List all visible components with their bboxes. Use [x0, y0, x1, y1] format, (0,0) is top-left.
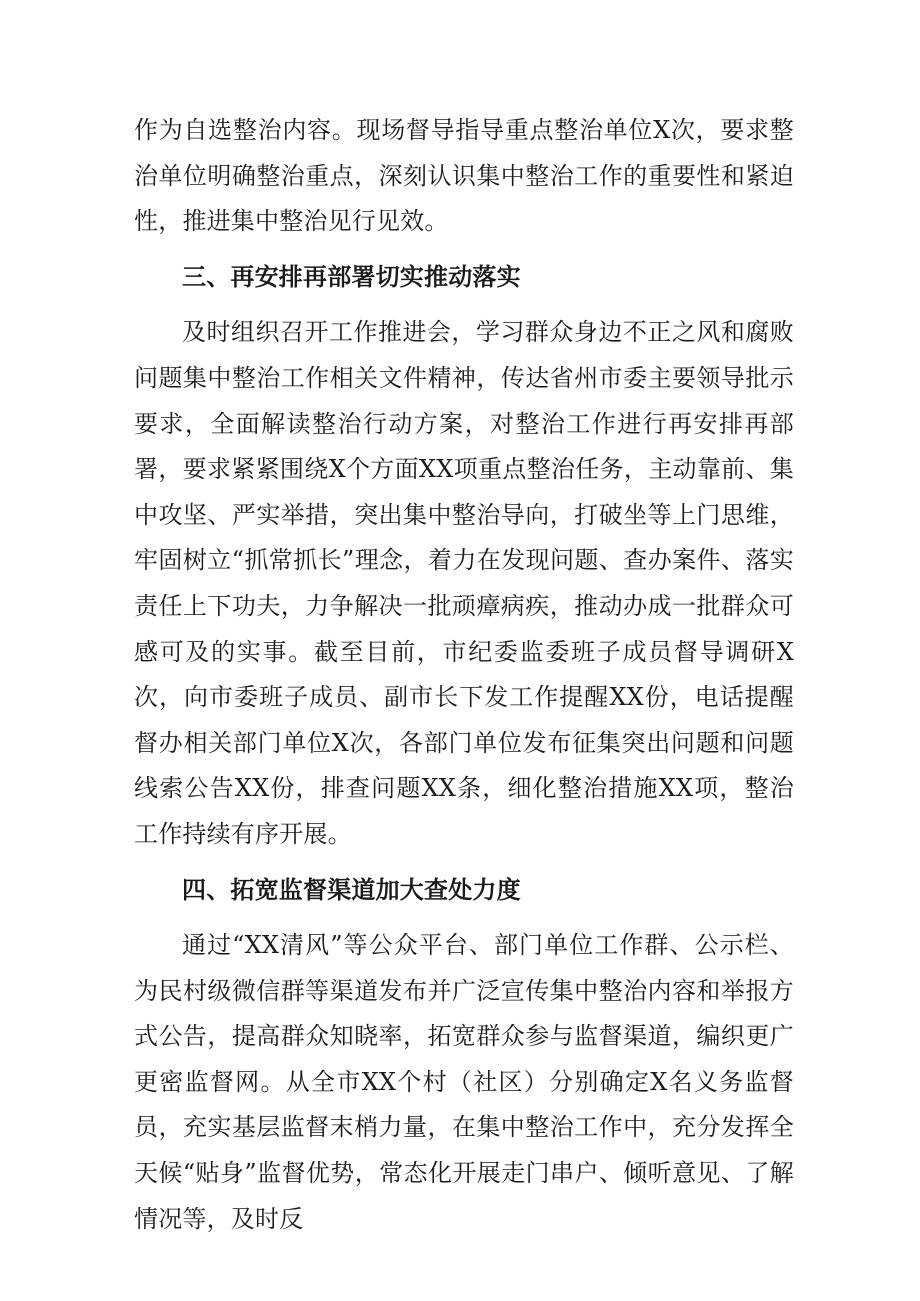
paragraph-section-4: 通过“XX清风”等公众平台、部门单位工作群、公示栏、为民村级微信群等渠道发布并广泛宣传集中整治内容和举报方式公告，提高群众知晓率，拓宽群众参与监督渠道，编织更广更密监督网。从全市XX个村（社区）分别确定X名义务监督员，充实基层监督末梢力量，在集中整治工作中，充分发挥全天候“贴身”监督优势，常态化开展走门串户、倾听意见、了解情况等，及时反 — [134, 931, 794, 1233]
section-heading-3: 三、再安排再部署切实推动落实 — [182, 262, 521, 291]
document-body — [134, 108, 794, 1242]
paragraph-continuation: 作为自选整治内容。现场督导指导重点整治单位X次，要求整治单位明确整治重点，深刻认识集中整治工作的重要性和紧迫性，推进集中整治见行见效。 — [134, 116, 794, 236]
paragraph-section-3: 及时组织召开工作推进会，学习群众身边不正之风和腐败问题集中整治工作相关文件精神，传达省州市委主要领导批示要求，全面解读整治行动方案，对整治工作进行再安排再部署，要求紧紧围绕X个方面XX项重点整治任务，主动靠前、集中攻坚、严实举措，突出集中整治导向，打破坐等上门思维，牢固树立“抓常抓长”理念，着力在发现问题、查办案件、落实责任上下功夫，力争解决一批顽瘴病疾，推动办成一批群众可感可及的实事。截至目前，市纪委监委班子成员督导调研X次，向市委班子成员、副市长下发工作提醒XX份，电话提醒督办相关部门单位X次，各部门单位发布征集突出问题和问题线索公告XX份，排查问题XX条，细化整治措施XX项，整治工作持续有序开展。 — [134, 318, 794, 848]
section-heading-4: 四、拓宽监督渠道加大查处力度 — [182, 875, 521, 904]
